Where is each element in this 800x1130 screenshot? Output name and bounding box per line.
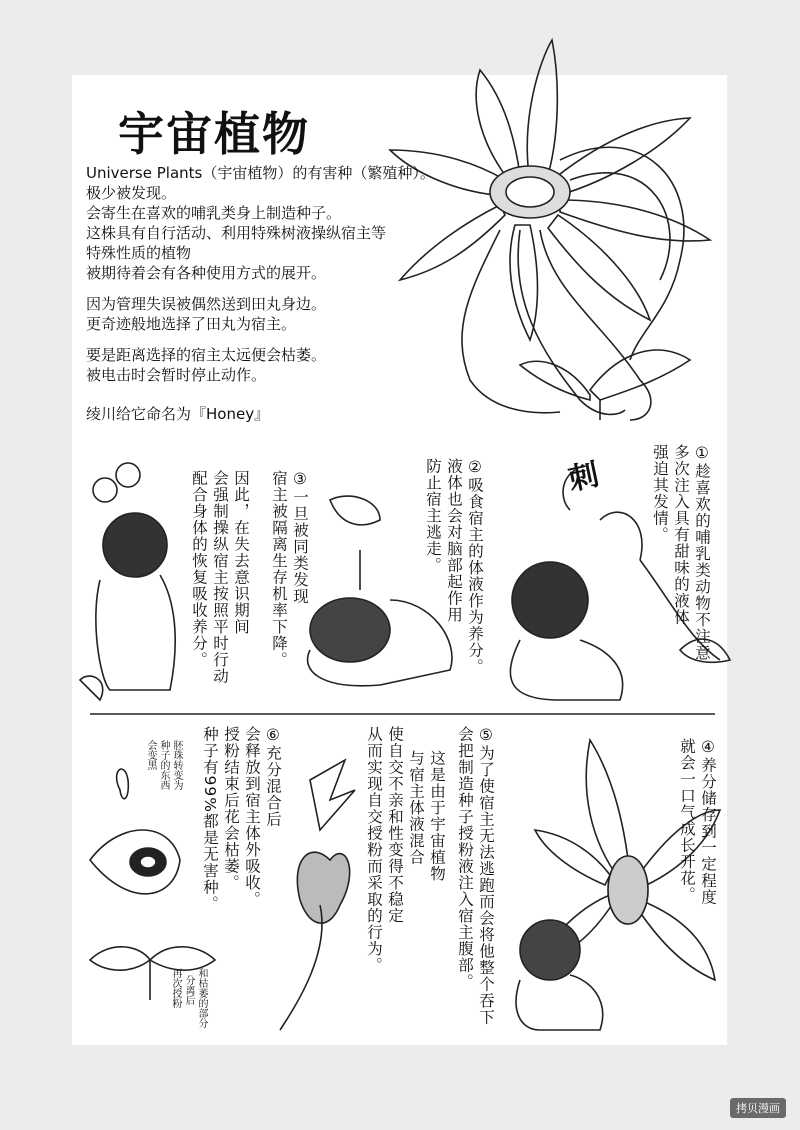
note-embryo-col2: 种子的东西 [158, 740, 169, 790]
intro-line-6: 被期待着会有各种使用方式的展开。 [86, 264, 327, 282]
note-wither-col1: 和枯萎的部分 [196, 968, 207, 1028]
step1-col1: ①趁喜欢的哺乳类动物不注意 [693, 444, 711, 661]
flower-bud-illustration [280, 760, 355, 1030]
intro-naming: 绫川给它命名为『Honey』 [86, 405, 270, 423]
step5b-col1: 这是由于宇宙植物 [428, 750, 446, 882]
step2-col1: ②吸食宿主的体液作为养分。 [466, 458, 484, 675]
step3-col1: ③一旦被同类发现 [291, 470, 309, 605]
step2-col3: 防止宿主逃走。 [424, 458, 442, 574]
step4-col1: ④养分储存到一定程度 [699, 738, 717, 906]
note-embryo-col3: 会变黑 [145, 740, 156, 770]
seed-pod-illustration [90, 769, 215, 1000]
step6-col4: 种子有99%都是无害种。 [201, 726, 219, 912]
step5-col2: 会把制造种子授粉液注入宿主腹部。 [456, 726, 474, 990]
intro-line-10: 被电击时会暂时停止动作。 [86, 366, 267, 384]
note-embryo-col1: 胚珠转变为 [171, 740, 182, 790]
step3b-col2: 会强制操纵宿主按照平时行动 [211, 470, 229, 685]
sfx-stab: 刺 [565, 457, 603, 498]
page-title: 宇宙植物 [118, 107, 310, 161]
step5-col1: ⑤为了使宿主无法逃跑而会将他整个吞下 [477, 726, 495, 1026]
step6-col3: 授粉结束后花会枯萎。 [222, 726, 240, 891]
step4-col2: 就会一口气成长开花。 [678, 738, 696, 903]
intro-line-5: 特殊性质的植物 [86, 244, 192, 262]
step3b-col3: 配合身体的恢复吸收养分。 [190, 470, 208, 668]
flower-illustration [390, 40, 710, 420]
step6-col2: 会释放到宿主体外吸收。 [243, 726, 261, 908]
step1-col2: 多次注入具有甜味的液体 [672, 444, 690, 626]
intro-line-4: 这株具有自行活动、利用特殊树液操纵宿主等 [86, 224, 387, 242]
intro-line-8: 更奇迹般地选择了田丸为宿主。 [86, 315, 297, 333]
intro-line-2: 极少被发现。 [86, 184, 177, 202]
step5b-col2: 与宿主体液混合 [407, 750, 425, 866]
step1-col3: 强迫其发情。 [651, 444, 669, 543]
step3b-col1: 因此，在失去意识期间 [232, 470, 250, 635]
note-wither-col2: 分离后 [183, 975, 194, 1005]
intro-line-7: 因为管理失误被偶然送到田丸身边。 [86, 295, 327, 313]
intro-line-3: 会寄生在喜欢的哺乳类身上制造种子。 [86, 204, 342, 222]
step2-col2: 液体也会对脑部起作用 [445, 458, 463, 623]
step3-col2: 宿主被隔离生存机率下降。 [270, 470, 288, 668]
intro-line-1: Universe Plants（宇宙植物）的有害种（繁殖种）。 [86, 164, 435, 182]
watermark: 拷贝漫画 [730, 1098, 786, 1118]
note-wither-col3: 再次授粉 [170, 968, 181, 1008]
character-sketch-3 [80, 463, 175, 700]
step5b-col4: 从而实现自交授粉而采取的行为。 [365, 726, 383, 974]
intro-line-9: 要是距离选择的宿主太远便会枯萎。 [86, 346, 327, 364]
step6-col1: ⑥充分混合后 [264, 726, 282, 828]
step5b-col3: 使自交不亲和性变得不稳定 [386, 726, 404, 924]
